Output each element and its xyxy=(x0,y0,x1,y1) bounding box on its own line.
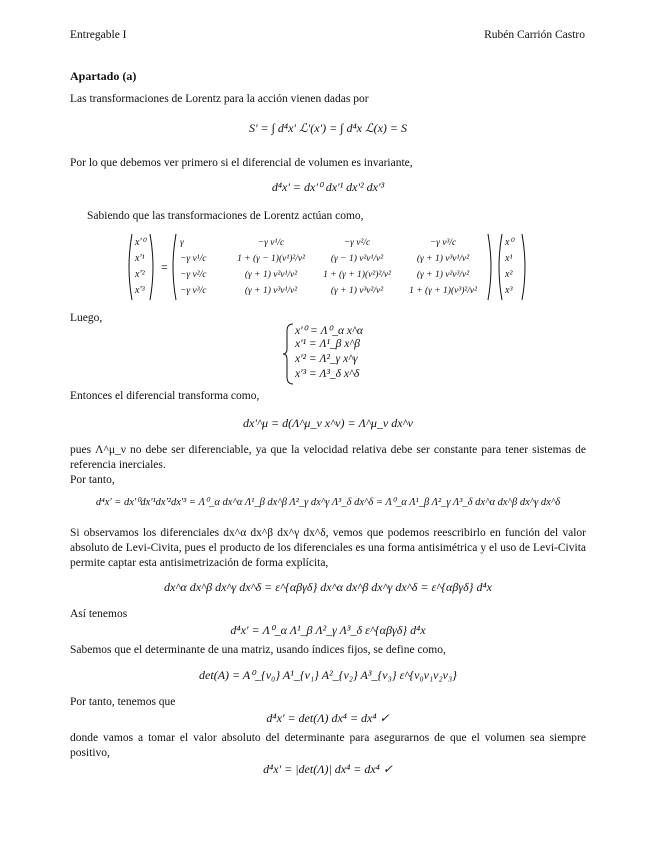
equation-determinant-text: det(A) = A⁰_{ν₀} A¹_{ν₁} A²_{ν₂} A³_{ν₃} ε^{ν₀ν₁ν₂ν₃} xyxy=(199,668,457,682)
equation-determinant xyxy=(70,668,586,683)
paragraph-determinant: Sabemos que el determinante de una matriz, usando índices fijos, se define como, xyxy=(70,644,446,656)
system-row-2: x'² = Λ²_γ x^γ xyxy=(295,353,358,365)
svg-text:=: = xyxy=(161,260,168,274)
matrix-rhs-entry: x² xyxy=(505,269,513,280)
equation-levi-civita-text: dx^α dx^β dx^γ dx^δ = ε^{αβγδ} dx^α dx^β dx^γ dx^δ = ε^{αβγδ} d⁴x xyxy=(164,580,492,594)
matrix-cell: 1 + (γ + 1)(v²)²/v² xyxy=(323,270,391,280)
matrix-cell: 1 + (γ + 1)(v³)²/v² xyxy=(409,286,477,296)
system-brace xyxy=(283,323,295,385)
equation-differential-text: dx'^μ = d(Λ^μ_ν x^ν) = Λ^μ_ν dx^ν xyxy=(243,416,413,430)
matrix-cell: (γ + 1) v²v¹/v² xyxy=(244,270,298,280)
paragraph-absolute-value: donde vamos a tomar el valor absoluto del determinante para asegurarnos de que el volumen sea siempre positivo, xyxy=(70,732,586,759)
matrix-rhs-entry: x³ xyxy=(505,285,513,296)
equation-result-3 xyxy=(70,762,586,777)
matrix-rhs-entry: x¹ xyxy=(505,253,513,264)
equation-result-2-text: d⁴x' = det(Λ) dx⁴ = dx⁴ ✓ xyxy=(266,711,390,725)
section-heading: Apartado (a) xyxy=(70,69,137,83)
matrix-cell: −γ v¹/c xyxy=(180,254,207,264)
system-row-0: x'⁰ = Λ⁰_α x^α xyxy=(295,325,363,337)
matrix-cell: (γ − 1) v²v¹/v² xyxy=(330,254,384,264)
equation-action xyxy=(70,121,586,136)
matrix-row xyxy=(180,235,486,251)
matrix-row xyxy=(180,251,486,267)
matrix-lhs-entry: x'¹ xyxy=(135,253,145,264)
equation-volume xyxy=(70,180,586,195)
transformation-system xyxy=(283,323,423,385)
matrix-lhs-column xyxy=(135,235,146,299)
header-author: Rubén Carrión Castro xyxy=(484,29,585,41)
matrix-lhs-entry: x'² xyxy=(135,269,145,280)
matrix-cell: −γ v¹/c xyxy=(257,238,285,248)
equation-result-1-text: d⁴x' = Λ⁰_α Λ¹_β Λ²_γ Λ³_δ ε^{αβγδ} d⁴x xyxy=(230,623,426,637)
paragraph-lorentz-intro: Sabiendo que las transformaciones de Lorentz actúan como, xyxy=(87,210,364,222)
paragraph-por-tanto: Por tanto, xyxy=(70,474,115,486)
matrix-rhs-column xyxy=(505,235,513,299)
equation-action-text: S' = ∫ d⁴x' ℒ'(x') = ∫ d⁴x ℒ(x) = S xyxy=(248,121,408,135)
equation-result-1 xyxy=(70,623,586,638)
paragraph-volume-intro: Por lo que debemos ver primero si el diferencial de volumen es invariante, xyxy=(70,157,413,169)
matrix-cell: −γ v²/c xyxy=(180,270,207,280)
paragraph-levi-civita: Si observamos los diferenciales dx^α dx^β dx^γ dx^δ, vemos que podemos reescribirlo en función del valor absoluto de Levi-Civita, pues el producto de los diferenciales es una forma antisimétrica y el uso de Levi-Civita permite captar esta antisimetrización de forma explícita, xyxy=(70,527,586,569)
equation-result-2 xyxy=(70,711,586,726)
matrix-cell: (γ + 1) v³v²/v² xyxy=(330,286,384,296)
matrix-row xyxy=(180,267,486,283)
equation-differential xyxy=(70,416,586,431)
matrix-cell: (γ + 1) v³v¹/v² xyxy=(244,286,298,296)
matrix-cell: γ xyxy=(180,238,184,248)
matrix-row xyxy=(180,283,486,299)
header-title: Entregable I xyxy=(70,29,127,41)
equation-result-3-text: d⁴x' = |det(Λ)| dx⁴ = dx⁴ ✓ xyxy=(263,762,393,776)
matrix-cell: (γ + 1) v³v¹/v² xyxy=(416,254,470,264)
matrix-body xyxy=(180,235,486,299)
matrix-cell: −γ v³/c xyxy=(180,286,207,296)
matrix-lhs-entry: x'³ xyxy=(135,285,145,296)
equation-volume-text: d⁴x' = dx'⁰ dx'¹ dx'² dx'³ xyxy=(271,180,385,194)
equation-product xyxy=(70,496,586,508)
lorentz-matrix-equation xyxy=(126,232,526,302)
system-row-3: x'³ = Λ³_δ x^δ xyxy=(295,368,360,380)
matrix-cell: −γ v³/c xyxy=(429,238,457,248)
paragraph-por-tanto-2: Por tanto, tenemos que xyxy=(70,696,176,708)
paragraph-pues: pues Λ^μ_ν no debe ser diferenciable, ya que la velocidad relativa debe ser constante para tener sistemas de referencia inerciales. xyxy=(70,444,586,471)
matrix-rhs-entry: x⁰ xyxy=(505,237,514,248)
paragraph-luego: Luego, xyxy=(70,312,103,324)
matrix-cell: −γ v²/c xyxy=(343,238,371,248)
paragraph-asi: Así tenemos xyxy=(70,608,128,620)
equation-levi-civita xyxy=(70,580,586,595)
system-row-1: x'¹ = Λ¹_β x^β xyxy=(295,338,360,350)
paragraph-intro: Las transformaciones de Lorentz para la acción vienen dadas por xyxy=(70,93,369,105)
matrix-cell: (γ + 1) v²v³/v² xyxy=(416,270,470,280)
paragraph-differential-intro: Entonces el diferencial transforma como, xyxy=(70,390,260,402)
matrix-lhs-entry: x'⁰ xyxy=(135,237,146,248)
equation-product-text: d⁴x' = dx'⁰dx'¹dx'²dx'³ = Λ⁰_α dx^α Λ¹_β dx^β Λ²_γ dx^γ Λ³_δ dx^δ = Λ⁰_α Λ¹_β Λ²_γ Λ³_δ dx^α dx^β dx^γ dx^δ xyxy=(95,497,561,508)
matrix-cell: 1 + (γ − 1)(v¹)²/v² xyxy=(237,254,305,264)
